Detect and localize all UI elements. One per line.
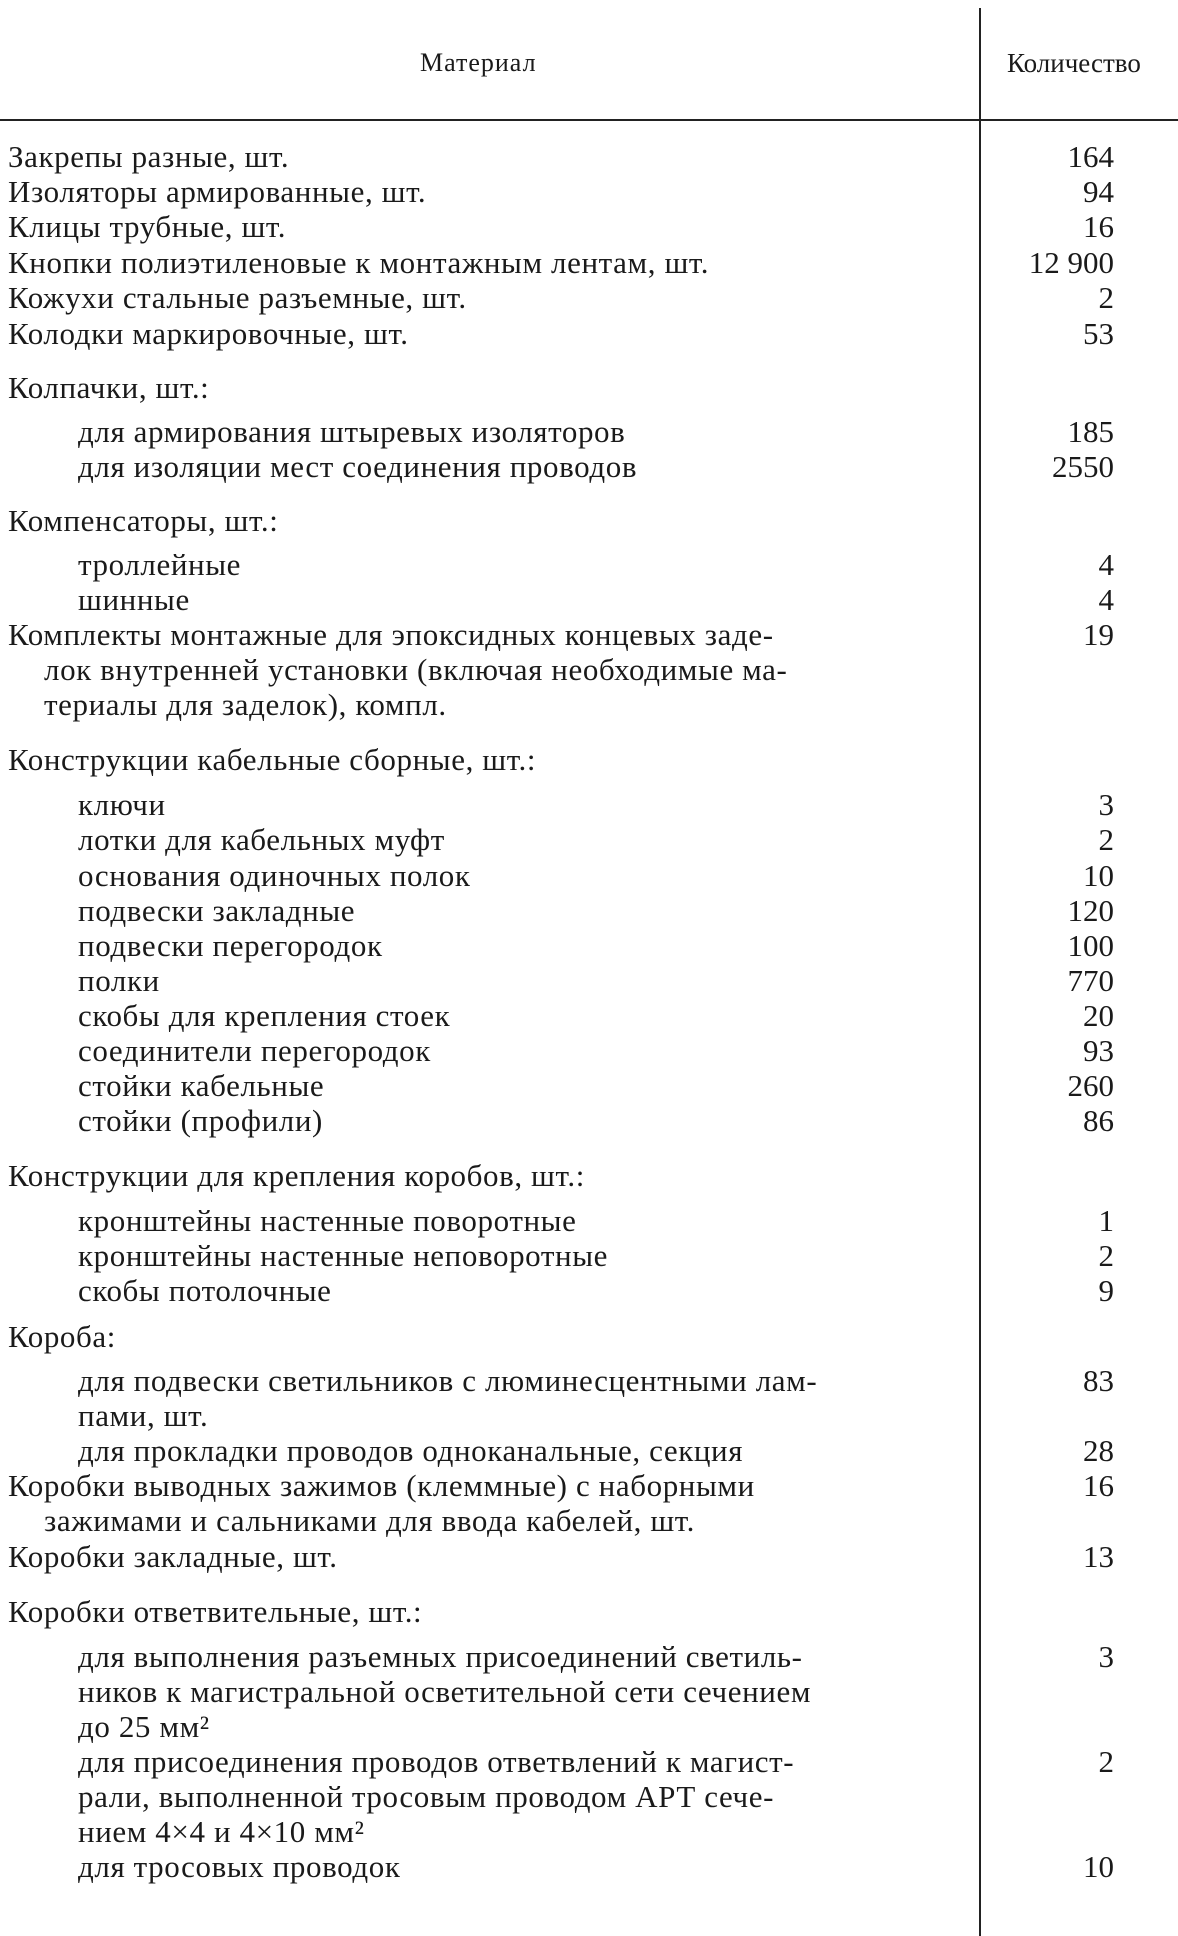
material-name: для подвески светильников с люминесцентными лам-	[78, 1363, 818, 1398]
material-name: подвески закладные	[78, 893, 356, 928]
material-name: стойки кабельные	[78, 1068, 325, 1103]
table-row	[0, 139, 1178, 175]
material-name: Коробки закладные, шт.	[8, 1539, 338, 1574]
table-row	[0, 652, 1178, 688]
material-quantity: 16	[1083, 1468, 1114, 1503]
table-row	[0, 370, 1178, 406]
table-row	[0, 582, 1178, 618]
material-quantity: 2	[1098, 280, 1114, 315]
material-quantity: 164	[1067, 139, 1114, 174]
table-row	[0, 245, 1178, 281]
material-name: до 25 мм²	[78, 1709, 210, 1744]
material-quantity: 3	[1098, 787, 1114, 822]
table-row	[0, 316, 1178, 352]
table-row	[0, 1203, 1178, 1239]
table-row	[0, 1674, 1178, 1710]
table-row	[0, 1158, 1178, 1194]
table-row	[0, 893, 1178, 929]
material-name: скобы потолочные	[78, 1273, 332, 1308]
table-row	[0, 1363, 1178, 1399]
material-quantity: 12 900	[1028, 245, 1114, 280]
material-quantity: 2	[1098, 1744, 1114, 1779]
material-quantity: 1	[1098, 1203, 1114, 1238]
material-name: троллейные	[78, 547, 241, 582]
material-quantity: 260	[1067, 1068, 1114, 1103]
material-quantity: 2	[1098, 822, 1114, 857]
material-name: Короба:	[8, 1319, 116, 1354]
table-row	[0, 687, 1178, 723]
material-name: Кожухи стальные разъемные, шт.	[8, 280, 467, 315]
material-name: стойки (профили)	[78, 1103, 323, 1138]
material-name: Коробки выводных зажимов (клеммные) с наборными	[8, 1468, 755, 1503]
material-name: Конструкции кабельные сборные, шт.:	[8, 742, 537, 777]
table-row	[0, 547, 1178, 583]
material-name: Изоляторы армированные, шт.	[8, 174, 427, 209]
material-quantity: 16	[1083, 209, 1114, 244]
table-row	[0, 858, 1178, 894]
material-quantity: 20	[1083, 998, 1114, 1033]
material-quantity: 9	[1098, 1273, 1114, 1308]
material-quantity: 10	[1083, 1849, 1114, 1884]
material-name: для выполнения разъемных присоединений светиль-	[78, 1639, 803, 1674]
material-name: для изоляции мест соединения проводов	[78, 449, 638, 484]
header-rule	[0, 119, 1178, 121]
table-row	[0, 1238, 1178, 1274]
material-quantity: 86	[1083, 1103, 1114, 1138]
material-quantity: 83	[1083, 1363, 1114, 1398]
material-name: основания одиночных полок	[78, 858, 471, 893]
header-material: Материал	[420, 48, 537, 77]
table-row	[0, 1068, 1178, 1104]
material-quantity: 2550	[1052, 449, 1114, 484]
table-row	[0, 787, 1178, 823]
table-row	[0, 1814, 1178, 1850]
material-name: Колпачки, шт.:	[8, 370, 210, 405]
material-name: подвески перегородок	[78, 928, 383, 963]
material-quantity: 19	[1083, 617, 1114, 652]
table-row	[0, 1744, 1178, 1780]
table-row	[0, 174, 1178, 210]
material-name: для тросовых проводок	[78, 1849, 401, 1884]
table-row	[0, 209, 1178, 245]
material-name: ников к магистральной осветительной сети сечением	[78, 1674, 812, 1709]
table-row	[0, 449, 1178, 485]
material-name: кронштейны настенные поворотные	[78, 1203, 577, 1238]
material-name: Колодки маркировочные, шт.	[8, 316, 409, 351]
table-row	[0, 503, 1178, 539]
material-name: лотки для кабельных муфт	[78, 822, 445, 857]
table-row	[0, 1709, 1178, 1745]
material-quantity: 94	[1083, 174, 1114, 209]
table-row	[0, 1503, 1178, 1539]
table-row	[0, 1033, 1178, 1069]
table-row	[0, 1468, 1178, 1504]
material-name: Кнопки полиэтиленовые к монтажным лентам, шт.	[8, 245, 710, 280]
material-name: Закрепы разные, шт.	[8, 139, 290, 174]
table-row	[0, 963, 1178, 999]
table-row	[0, 822, 1178, 858]
table-row	[0, 280, 1178, 316]
material-name: пами, шт.	[78, 1398, 209, 1433]
material-name: соединители перегородок	[78, 1033, 431, 1068]
material-quantity: 93	[1083, 1033, 1114, 1068]
table-row	[0, 414, 1178, 450]
material-name: Коробки ответвительные, шт.:	[8, 1594, 423, 1629]
table-row	[0, 1103, 1178, 1139]
material-name: лок внутренней установки (включая необходимые ма-	[44, 652, 788, 687]
material-quantity: 185	[1067, 414, 1114, 449]
material-quantity: 4	[1098, 582, 1114, 617]
table-row	[0, 1433, 1178, 1469]
material-name: Компенсаторы, шт.:	[8, 503, 279, 538]
material-name: зажимами и сальниками для ввода кабелей, шт.	[44, 1503, 695, 1538]
table-row	[0, 1594, 1178, 1630]
material-name: териалы для заделок), компл.	[44, 687, 447, 722]
material-name: рали, выполненной тросовым проводом АРТ сече-	[78, 1779, 775, 1814]
material-name: полки	[78, 963, 160, 998]
material-quantity: 770	[1067, 963, 1114, 998]
material-name: для прокладки проводов одноканальные, секция	[78, 1433, 744, 1468]
material-name: кронштейны настенные неповоротные	[78, 1238, 608, 1273]
table-row	[0, 1779, 1178, 1815]
material-quantity: 10	[1083, 858, 1114, 893]
material-name: ключи	[78, 787, 166, 822]
table-row	[0, 1539, 1178, 1575]
material-quantity: 100	[1067, 928, 1114, 963]
material-quantity: 3	[1098, 1639, 1114, 1674]
material-quantity: 28	[1083, 1433, 1114, 1468]
table-row	[0, 1319, 1178, 1355]
material-name: нием 4×4 и 4×10 мм²	[78, 1814, 365, 1849]
material-name: для армирования штыревых изоляторов	[78, 414, 626, 449]
material-name: шинные	[78, 582, 190, 617]
table-row	[0, 928, 1178, 964]
material-quantity: 53	[1083, 316, 1114, 351]
header-quantity: Количество	[1007, 48, 1141, 78]
material-name: Конструкции для крепления коробов, шт.:	[8, 1158, 585, 1193]
material-name: скобы для крепления стоек	[78, 998, 451, 1033]
table-row	[0, 617, 1178, 653]
material-quantity: 13	[1083, 1539, 1114, 1574]
table-row	[0, 1639, 1178, 1675]
material-quantity: 120	[1067, 893, 1114, 928]
table-row	[0, 998, 1178, 1034]
material-name: для присоединения проводов ответвлений к магист-	[78, 1744, 795, 1779]
material-name: Комплекты монтажные для эпоксидных концевых заде-	[8, 617, 774, 652]
material-name: Клицы трубные, шт.	[8, 209, 287, 244]
table-row	[0, 1398, 1178, 1434]
material-quantity: 2	[1098, 1238, 1114, 1273]
table-row	[0, 742, 1178, 778]
table-row	[0, 1849, 1178, 1885]
material-quantity: 4	[1098, 547, 1114, 582]
table-row	[0, 1273, 1178, 1309]
